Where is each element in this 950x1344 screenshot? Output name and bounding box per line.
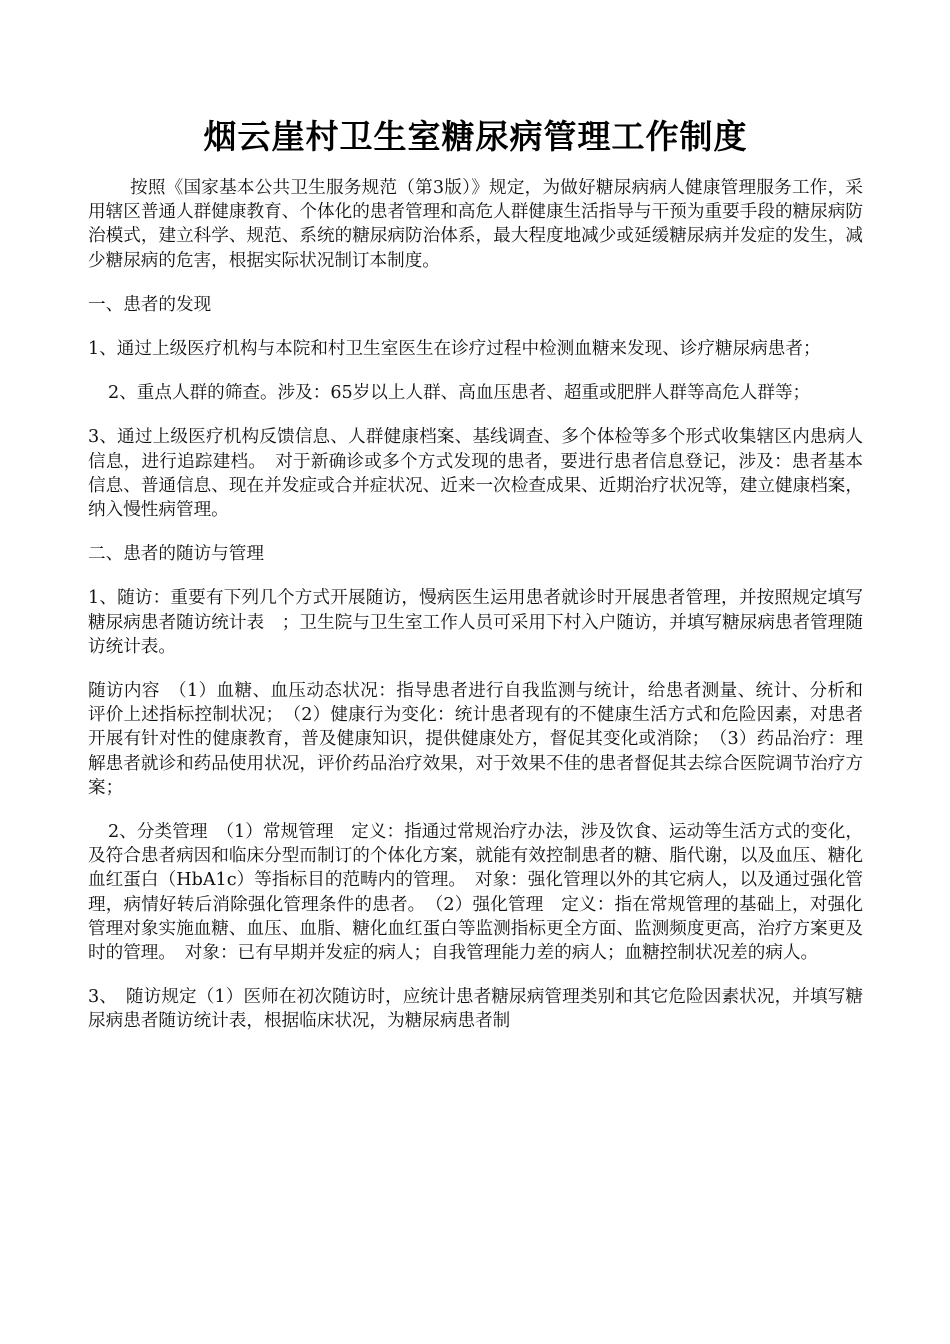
- intro-paragraph: 按照《国家基本公共卫生服务规范（第3版）》规定，为做好糖尿病病人健康管理服务工作，采用辖区普通人群健康教育、个体化的患者管理和高危人群健康生活指导与干预为重要手段的糖尿病防治模式，建立科学、规范、系统的糖尿病防治体系，最大程度地减少或延缓糖尿病并发症的发生，减少糖尿病的危害，根据实际状况制订本制度。: [88, 178, 863, 271]
- section-heading-followup: 二、患者的随访与管理: [88, 544, 264, 565]
- document-title: 烟云崖村卫生室糖尿病管理工作制度: [203, 117, 748, 156]
- classification-management: 2、分类管理 （1）常规管理 定义：指通过常规治疗办法，涉及饮食、运动等生活方式的变化，及符合患者病因和临床分型而制订的个体化方案，就能有效控制患者的糖、脂代谢，以及血压、糖化血红蛋白（HbA1c）等指标目的范畴内的管理。 对象：强化管理以外的其它病人，以及通过强化管理，病情好转后消除强化管理条件的患者。 （2）强化管理 定义：指在常规管理的基础上，对强化管理对象实施血糖、血压、血脂、糖化血红蛋白等监测指标更全方面、监测频度更高，治疗方案更及时的管理。 对象：已有早期并发症的病人；自我管理能力差的病人；血糖控制状况差的病人。: [88, 822, 863, 964]
- followup-rules: 3、 随访规定（1）医师在初次随访时，应统计患者糖尿病管理类别和其它危险因素状况，并填写糖尿病患者随访统计表，根据临床状况，为糖尿病患者制: [88, 987, 863, 1032]
- discovery-item-1: 1、通过上级医疗机构与本院和村卫生室医生在诊疗过程中检测血糖来发现、诊疗糖尿病患者；: [88, 339, 821, 360]
- discovery-item-3: 3、通过上级医疗机构反馈信息、人群健康档案、基线调查、多个体检等多个形式收集辖区内患病人信息，进行追踪建档。 对于新确诊或多个方式发现的患者，要进行患者信息登记，涉及：患者基本信息、普通信息、现在并发症或合并症状况、近来一次检查成果、近期治疗状况等，建立健康档案，纳入慢性病管理。: [88, 427, 863, 521]
- section-heading-discovery: 一、患者的发现: [88, 294, 212, 315]
- followup-item-1: 1、随访：重要有下列几个方式开展随访，慢病医生运用患者就诊时开展患者管理，并按照规定填写糖尿病患者随访统计表 ；卫生院与卫生室工作人员可采用下村入户随访，并填写糖尿病患者管理随访统计表。: [88, 588, 863, 657]
- discovery-item-2: 2、重点人群的筛查。涉及：65岁以上人群、高血压患者、超重或肥胖人群等高危人群等；: [108, 383, 811, 404]
- document-page: [88, 112, 863, 1054]
- followup-content: 随访内容 （1）血糖、血压动态状况：指导患者进行自我监测与统计，给患者测量、统计、分析和评价上述指标控制状况； （2）健康行为变化：统计患者现有的不健康生活方式和危险因素，对患者开展有针对性的健康教育，普及健康知识，提供健康处方，督促其变化或消除； （3）药品治疗：理解患者就诊和药品使用状况，评价药品治疗效果，对于效果不佳的患者督促其去综合医院调节治疗方案；: [88, 681, 863, 798]
